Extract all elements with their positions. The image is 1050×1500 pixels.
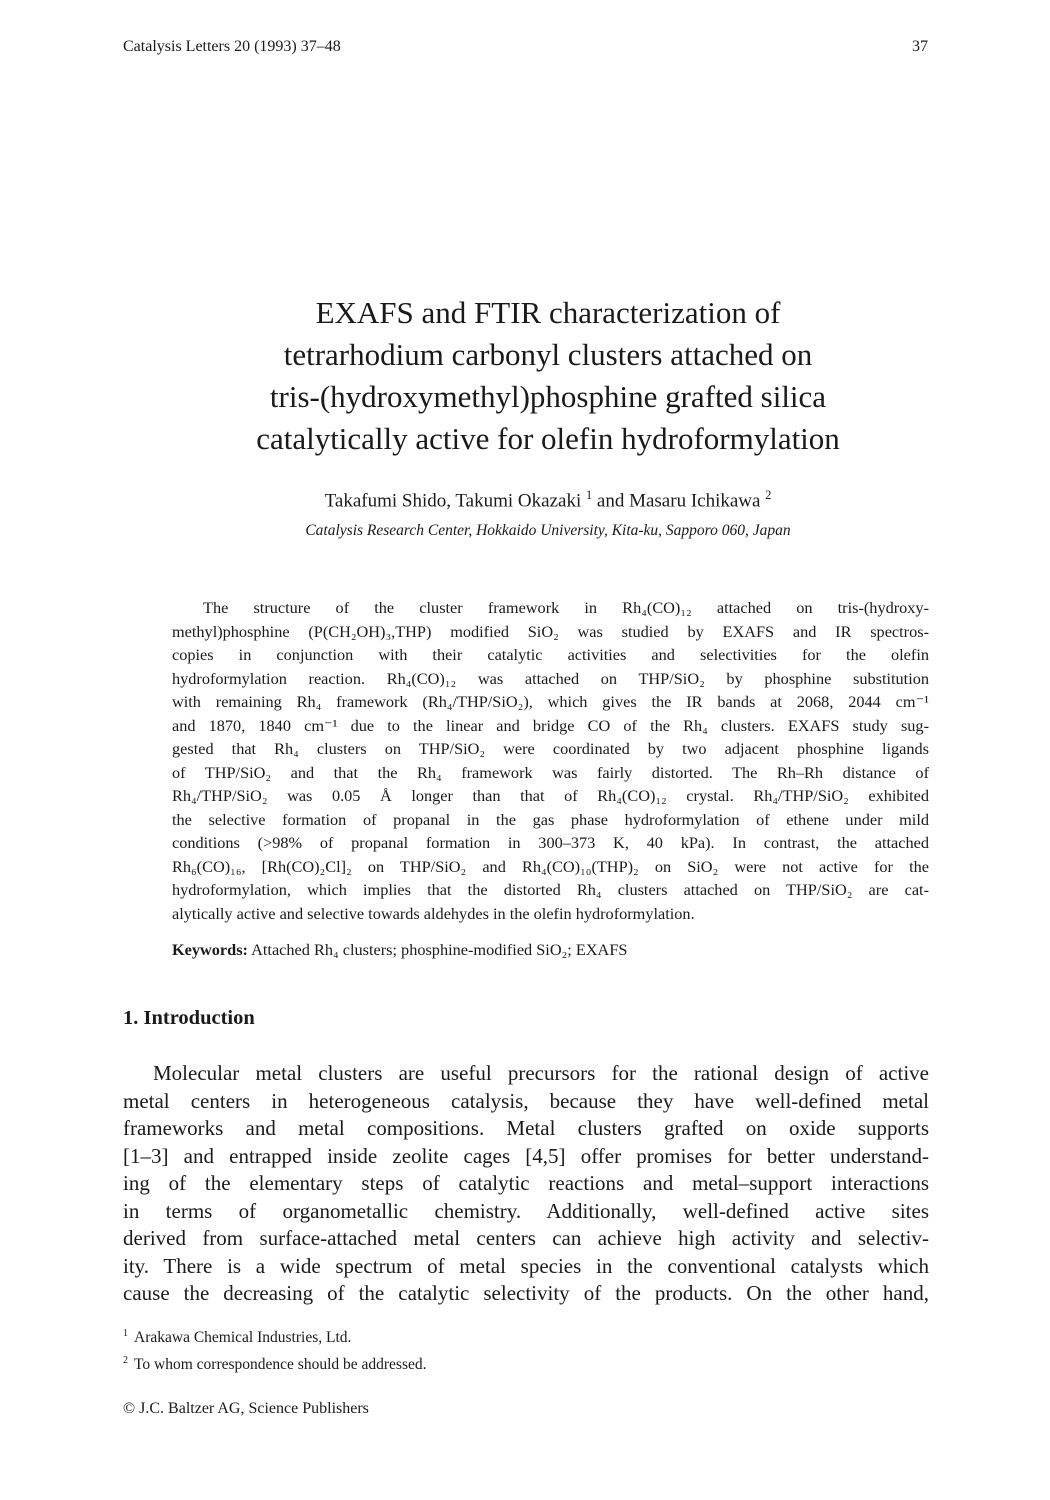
paragraph-line: ing of the elementary steps of catalytic reactions and metal–support interactions — [123, 1171, 929, 1195]
journal-citation: Catalysis Letters 20 (1993) 37–48 — [123, 38, 341, 55]
paragraph-line: ity. There is a wide spectrum of metal species in the conventional catalysts which — [123, 1253, 929, 1278]
keywords-text: Attached Rh₄ clusters; phosphine-modified SiO₂; EXAFS — [247, 940, 628, 959]
abstract-line: alytically active and selective towards aldehydes in the olefin hydroformylation. — [172, 903, 695, 923]
author-names: and Masaru Ichikawa — [592, 490, 761, 512]
footnote-text: To whom correspondence should be addressed. — [134, 1356, 427, 1374]
copyright: © J.C. Baltzer AG, Science Publishers — [123, 1400, 369, 1417]
author-names: Takafumi Shido, Takumi Okazaki — [324, 490, 582, 512]
footnote-mark: 2 — [765, 488, 772, 502]
title-line: catalytically active for olefin hydroformylation — [256, 421, 840, 456]
abstract-line: Rh₄/THP/SiO₂ was 0.05 Å longer than that of Rh₄(CO)₁₂ crystal. Rh₄/THP/SiO₂ exhibited — [172, 786, 929, 805]
footnote-mark: 2 — [123, 1355, 129, 1367]
paragraph-line: cause the decreasing of the catalytic selectivity of the products. On the other hand, — [123, 1281, 929, 1305]
paragraph-line: metal centers in heterogeneous catalysis, because they have well-defined metal — [123, 1088, 929, 1113]
keywords-label: Keywords: — [172, 940, 248, 959]
abstract-line: The structure of the cluster framework in Rh₄(CO)₁₂ attached on tris-(hydroxy- — [203, 598, 929, 617]
paragraph-line: in terms of organometallic chemistry. Additionally, well-defined active sites — [123, 1198, 929, 1223]
page-number: 37 — [912, 38, 928, 55]
abstract — [172, 596, 929, 925]
affiliation: Catalysis Research Center, Hokkaido University, Kita-ku, Sapporo 060, Japan — [305, 522, 791, 539]
abstract-line: methyl)phosphine (P(CH₂OH)₃,THP) modified SiO₂ was studied by EXAFS and IR spectros- — [172, 621, 929, 641]
footnote-mark: 1 — [585, 488, 593, 502]
abstract-line: copies in conjunction with their catalytic activities and selectivities for the olefin — [172, 645, 929, 664]
abstract-line: and 1870, 1840 cm⁻¹ due to the linear and bridge CO of the Rh₄ clusters. EXAFS study sug- — [172, 715, 929, 735]
abstract-line: of THP/SiO₂ and that the Rh₄ framework was fairly distorted. The Rh–Rh distance of — [172, 762, 929, 782]
title-line: tetrarhodium carbonyl clusters attached on — [283, 337, 813, 372]
footnote-text: Arakawa Chemical Industries, Ltd. — [134, 1329, 352, 1347]
abstract-line: hydroformylation reaction. Rh₄(CO)₁₂ was attached on THP/SiO₂ by phosphine substitution — [172, 668, 929, 688]
title-line: tris-(hydroxymethyl)phosphine grafted silica — [269, 379, 827, 414]
abstract-line: conditions (>98% of propanal formation in 300–373 K, 40 kPa). In contrast, the attached — [172, 833, 929, 852]
keywords — [172, 940, 627, 960]
section-heading: 1. Introduction — [123, 1007, 255, 1029]
paragraph-line: Molecular metal clusters are useful precursors for the rational design of active — [153, 1061, 929, 1085]
abstract-line: gested that Rh₄ clusters on THP/SiO₂ were coordinated by two adjacent phosphine ligands — [172, 739, 929, 758]
footnote — [123, 1322, 427, 1349]
footnote — [123, 1349, 427, 1376]
abstract-line: Rh₆(CO)₁₆, [Rh(CO)₂Cl]₂ on THP/SiO₂ and Rh₄(CO)₁₀(THP)₂ on SiO₂ were not active for the — [172, 856, 929, 876]
introduction-paragraph — [123, 1060, 929, 1308]
abstract-line: with remaining Rh₄ framework (Rh₄/THP/SiO₂), which gives the IR bands at 2068, 2044 cm⁻¹ — [172, 692, 929, 711]
article-title — [150, 292, 946, 460]
footnotes — [123, 1322, 427, 1376]
authors — [150, 488, 946, 512]
paragraph-line: derived from surface-attached metal centers can achieve high activity and selectiv- — [123, 1226, 929, 1250]
footnote-mark: 1 — [123, 1328, 129, 1339]
abstract-line: the selective formation of propanal in the gas phase hydroformylation of ethene under mild — [172, 809, 929, 829]
paragraph-line: [1–3] and entrapped inside zeolite cages [4,5] offer promises for better understand- — [123, 1143, 929, 1168]
abstract-line: hydroformylation, which implies that the distorted Rh₄ clusters attached on THP/SiO₂ are cat- — [172, 880, 929, 899]
paragraph-line: frameworks and metal compositions. Metal clusters grafted on oxide supports — [123, 1116, 929, 1140]
title-line: EXAFS and FTIR characterization of — [315, 295, 781, 330]
